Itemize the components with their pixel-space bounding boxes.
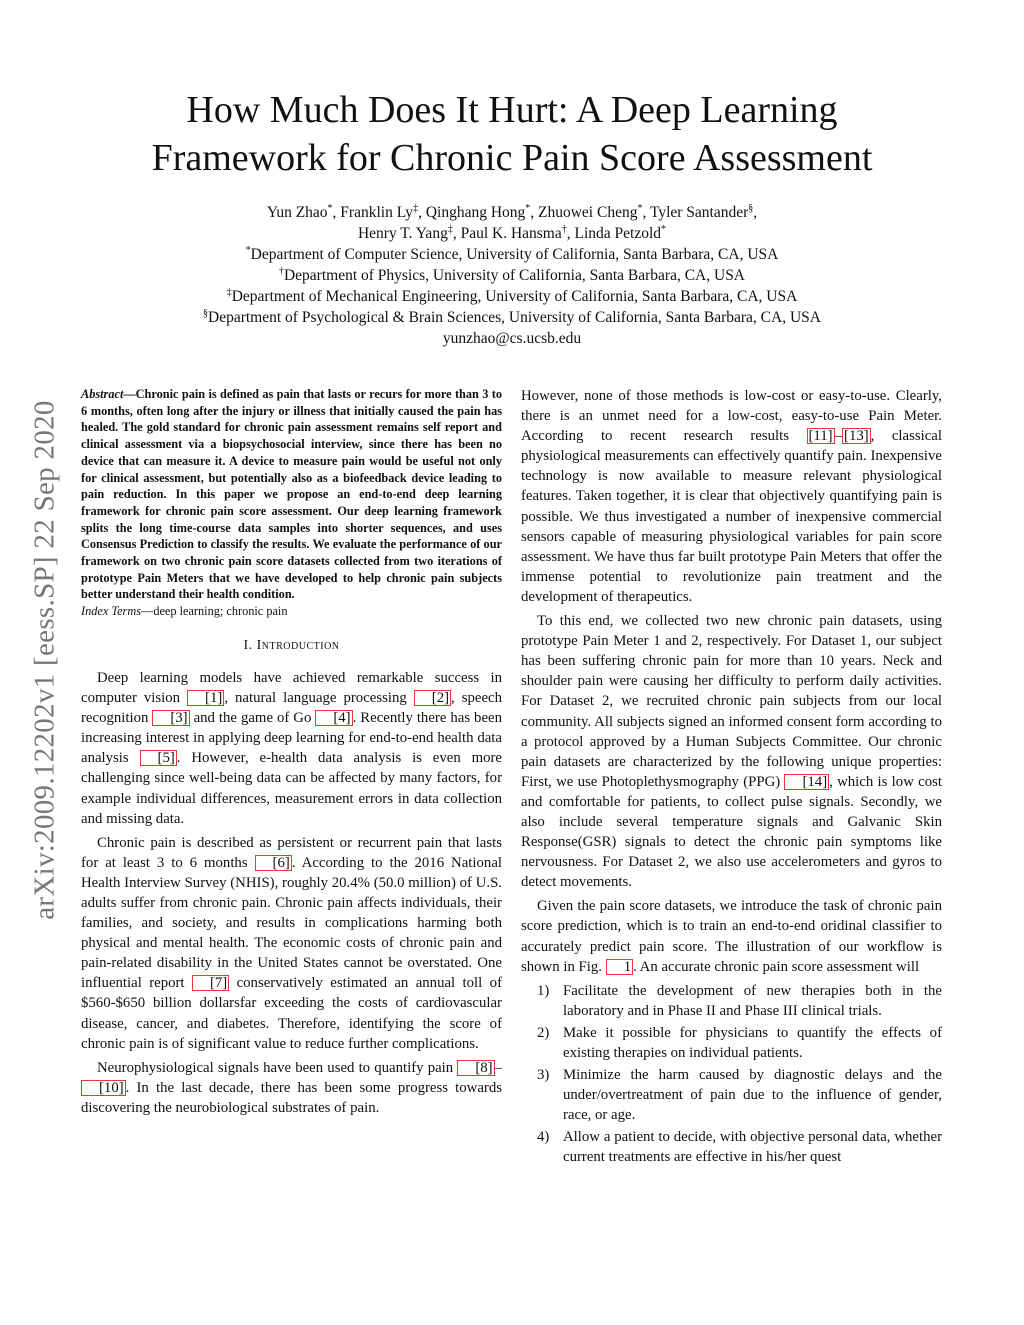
list-item: 3) Minimize the harm caused by diagnostic delays and the under/overtreatment of pain due to the influence of gender, race, or age. — [537, 1067, 942, 1124]
index-terms: Index Terms—deep learning; chronic pain — [81, 604, 288, 619]
paper-title — [100, 86, 924, 182]
paragraph: However, none of those methods is low-cost or easy-to-use. Clearly, there is an unmet need for a low-cost, easy-to-use Pain Meter. According to recent research results [11] – [13] , classical physiological measurements can effectively quantify pain. Inexpensive technology is now available to measure relevant physiological features. Taken together, it is clear that objectively quantifying pain is possible. We thus investigated a number of inexpensive commercial sensors capable of measuring physiological variables for pain score assessment. We have thus far built prototype Pain Meters that offer the immense potential to revolutionize pain treatment and the development of therapeutics. — [521, 388, 942, 605]
paragraph: Given the pain score datasets, we introduce the task of chronic pain score prediction, which is to train an end-to-end oridinal classifier to accurately predict pain score. The illustration of our workflow is shown in Fig. 1 . An accurate chronic pain score assessment will — [521, 898, 942, 975]
author-block — [120, 202, 904, 349]
citation-link[interactable]: [5] — [140, 750, 177, 766]
citation-link[interactable]: [13] — [844, 428, 869, 445]
author-line: Henry T. Yang‡, Paul K. Hansma†, Linda Petzold* — [357, 223, 667, 242]
paragraph: Chronic pain is described as persistent or recurrent pain that lasts for at least 3 to 6 months [6] . According to the 2016 National Health Interview Survey (NHIS), roughly 20.4% (50.0 million) of U.S. adults suffer from chronic pain. Chronic pain affects individuals, their families, and society, and results in complications harming both physical and mental health. The economic costs of chronic pain and pain-related disability in the United States cannot be overstated. One influential report [7] conservatively estimated an annual toll of $560-$650 billion dollarsfar exceeding the costs of cardiovascular disease, cancer, and diabetes. Therefore, identifying the score of chronic pain is of significant value to reduce further complications. — [81, 834, 502, 1052]
citation-link[interactable]: [14] — [784, 774, 829, 790]
citation-link[interactable]: [7] — [192, 975, 229, 991]
right-column — [521, 386, 942, 1170]
section-heading: I. Introduction — [243, 637, 340, 653]
author-line: Yun Zhao*, Franklin Ly‡, Qinghang Hong*, Zhuowei Cheng*, Tyler Santander§, — [266, 202, 758, 221]
affiliation: ‡Department of Mechanical Engineering, University of California, Santa Barbara, CA, USA — [226, 286, 798, 305]
list-item: 2) Make it possible for physicians to quantify the effects of existing therapies on individual patients. — [537, 1024, 942, 1061]
abstract: Abstract—Chronic pain is defined as pain that lasts or recurs for more than 3 to 6 months, often long after the injury or illness that initially caused the pain has healed. The gold standard for chronic pain assessment remains self report and clinical assessment via a biopsychosocial interview, since there has been no device that can measure it. A device to measure pain would be useful not only for clinical assessment, but potentially also as a biofeedback device leading to pain reduction. In this paper we propose an end-to-end deep learning framework for chronic pain score assessment. Our deep learning framework splits the long time-course data samples into shorter sequences, and uses Consensus Prediction to classify the results. We evaluate the performance of our framework on two chronic pain score datasets collected from two iterations of prototype Pain Meters that we have developed to help chronic pain subjects better understand their health condition. — [81, 387, 502, 602]
citation-link[interactable]: [6] — [255, 855, 292, 871]
list-item: 1) Facilitate the development of new therapies both in the laboratory and in Phase II and Phase III clinical trials. — [537, 982, 942, 1019]
paragraph: Deep learning models have achieved remarkable success in computer vision [1] , natural language processing [2] , speech recognition [3] and the game of Go [4] . Recently there has been increasing interest in applying deep learning for end-to-end health data analysis [5] . However, e-health data analysis is even more challenging since well-being data can be affected by many factors, for example individual differences, measurement errors in data collection and missing data. — [81, 669, 502, 827]
affiliation: §Department of Psychological & Brain Sciences, University of California, Santa Barbara, CA, USA — [203, 307, 821, 326]
citation-link[interactable]: [3] — [152, 710, 189, 726]
arxiv-identifier: arXiv:2009.12202v1 [eess.SP] 22 Sep 2020 — [28, 400, 61, 920]
arxiv-sidebar — [20, 350, 70, 970]
paragraph: Neurophysiological signals have been used to quantify pain [8] –[10] . In the last decade, there has been some progress towards discovering the neurobiological substrates of pain. — [81, 1059, 502, 1116]
affiliation: †Department of Physics, University of California, Santa Barbara, CA, USA — [278, 265, 746, 284]
citation-link[interactable]: [8] — [457, 1060, 494, 1076]
paragraph: To this end, we collected two new chronic pain datasets, using prototype Pain Meter 1 and 2, respectively. For Dataset 1, our subject has been suffering chronic pain for more than 10 years. Neck and shoulder pain were causing her difficulty to perform daily activities. For Dataset 2, we recruited chronic pain subjects from our local community. All subjects signed an informed consent form according to a protocol approved by a Human Subjects Committee. Our chronic pain datasets are characterized by the following unique properties: First, we use Photoplethysmography (PPG) [14] , which is low cost and comfortable for patients, to collect pulse signals. Secondly, we also include several temperature signals and Galvanic Skin Response(GSR) signals to detect the chronic pain symptoms like nervousness. For Dataset 2, we also use accelerometers and gyros to detect movements. — [521, 613, 942, 891]
figure-link[interactable]: 1 — [606, 959, 633, 975]
title-line: How Much Does It Hurt: A Deep Learning — [186, 89, 838, 131]
left-column — [81, 386, 502, 1122]
citation-link[interactable]: [11] — [808, 428, 833, 445]
citation-link[interactable]: [4] — [315, 710, 352, 726]
numbered-list — [521, 981, 942, 1168]
citation-link[interactable]: [10] — [81, 1080, 126, 1096]
title-line: Framework for Chronic Pain Score Assessment — [151, 137, 873, 179]
citation-link[interactable]: [1] — [187, 690, 224, 706]
citation-link[interactable]: [2] — [414, 690, 451, 706]
list-item: 4) Allow a patient to decide, with objective personal data, whether current treatments are effective in his/her quest — [537, 1129, 942, 1166]
author-email: yunzhao@cs.ucsb.edu — [442, 330, 582, 347]
affiliation: *Department of Computer Science, University of California, Santa Barbara, CA, USA — [245, 244, 779, 263]
